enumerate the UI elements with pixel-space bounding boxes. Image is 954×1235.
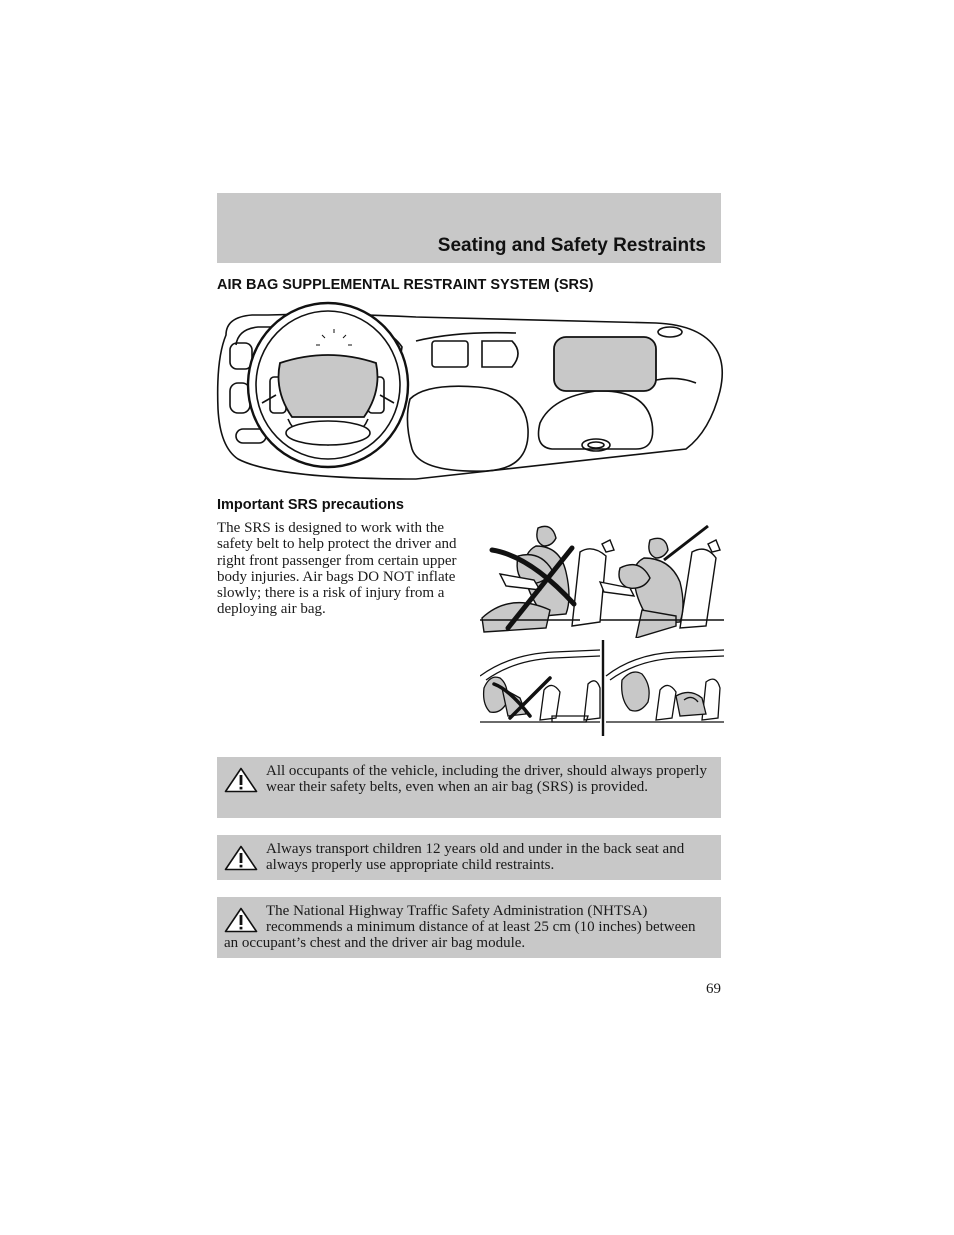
warning-box-children bbox=[217, 835, 721, 880]
page-number: 69 bbox=[706, 981, 721, 997]
warning-text: All occupants of the vehicle, including the driver, should always properly wear their safety belts, even when an air bag (SRS) is provided. bbox=[266, 763, 707, 795]
warning-text: The National Highway Traffic Safety Administration (NHTSA) recommends a minimum distance of at least 25 cm (10 inches) between an occupant’s chest and the driver air bag module. bbox=[224, 903, 696, 951]
precautions-heading: Important SRS precautions bbox=[217, 497, 404, 513]
warning-triangle-icon bbox=[224, 907, 258, 933]
warning-triangle-icon bbox=[224, 845, 258, 871]
warning-triangle-icon bbox=[224, 767, 258, 793]
warning-box-safety-belts bbox=[217, 757, 721, 818]
page-title: Seating and Safety Restraints bbox=[437, 235, 706, 256]
warning-box-nhtsa-distance bbox=[217, 897, 721, 958]
occupant-position-illustration bbox=[480, 522, 724, 638]
header-band bbox=[217, 193, 721, 263]
warning-text: Always transport children 12 years old and under in the back seat and always properly use appropriate child restraints. bbox=[266, 841, 685, 873]
section-heading: AIR BAG SUPPLEMENTAL RESTRAINT SYSTEM (SRS) bbox=[217, 277, 594, 293]
child-seat-illustration bbox=[480, 640, 724, 736]
dashboard-airbag-illustration bbox=[216, 299, 724, 481]
precautions-body: The SRS is designed to work with the safety belt to help protect the driver and right front passenger from certain upper body injuries. Air bags DO NOT inflate slowly; there is a risk of injury from a deploying air bag. bbox=[217, 520, 457, 618]
